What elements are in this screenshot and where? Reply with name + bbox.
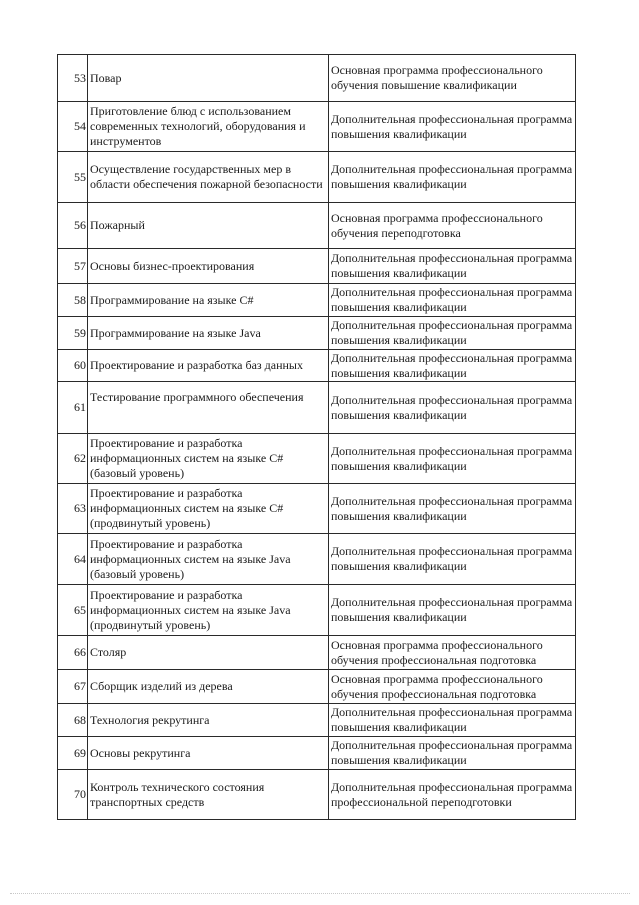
table-row: [58, 636, 576, 670]
row-number: 59: [58, 317, 88, 350]
program-name: Сборщик изделий из дерева: [88, 670, 329, 704]
program-type: Дополнительная профессиональная программа профессиональной переподготовки: [329, 770, 576, 820]
table-row: [58, 534, 576, 585]
program-type: Дополнительная профессиональная программа повышения квалификации: [329, 284, 576, 317]
table-row: [58, 152, 576, 203]
row-number: 70: [58, 770, 88, 820]
program-name: Программирование на языке С#: [88, 284, 329, 317]
program-name: Проектирование и разработка баз данных: [88, 350, 329, 382]
table-row: [58, 55, 576, 102]
program-type: Дополнительная профессиональная программа повышения квалификации: [329, 704, 576, 737]
row-number: 65: [58, 585, 88, 636]
program-type: Дополнительная профессиональная программа повышения квалификации: [329, 737, 576, 770]
table-row: [58, 317, 576, 350]
row-number: 67: [58, 670, 88, 704]
program-type: Основная программа профессионального обучения повышение квалификации: [329, 55, 576, 102]
table-row: [58, 249, 576, 284]
program-name: Приготовление блюд с использованием современных технологий, оборудования и инструментов: [88, 102, 329, 152]
program-name: Столяр: [88, 636, 329, 670]
row-number: 60: [58, 350, 88, 382]
row-number: 62: [58, 434, 88, 484]
row-number: 58: [58, 284, 88, 317]
table-row: [58, 704, 576, 737]
program-name: Повар: [88, 55, 329, 102]
row-number: 69: [58, 737, 88, 770]
program-name: Контроль технического состояния транспортных средств: [88, 770, 329, 820]
program-type: Основная программа профессионального обучения переподготовка: [329, 203, 576, 249]
row-number: 64: [58, 534, 88, 585]
table-row: [58, 770, 576, 820]
row-number: 53: [58, 55, 88, 102]
program-name: Основы бизнес-проектирования: [88, 249, 329, 284]
row-number: 61: [58, 382, 88, 434]
row-number: 66: [58, 636, 88, 670]
row-number: 63: [58, 484, 88, 534]
program-name: Проектирование и разработка информационных систем на языке Java (базовый уровень): [88, 534, 329, 585]
table-row: [58, 203, 576, 249]
table-row: [58, 284, 576, 317]
table-row: [58, 102, 576, 152]
program-type: Дополнительная профессиональная программа повышения квалификации: [329, 484, 576, 534]
row-number: 68: [58, 704, 88, 737]
table-row: [58, 484, 576, 534]
program-name: Тестирование программного обеспечения: [88, 382, 329, 434]
table-row: [58, 382, 576, 434]
program-type: Дополнительная профессиональная программа повышения квалификации: [329, 102, 576, 152]
program-name: Технология рекрутинга: [88, 704, 329, 737]
program-name: Проектирование и разработка информационных систем на языке Java (продвинутый уровень): [88, 585, 329, 636]
program-type: Дополнительная профессиональная программа повышения квалификации: [329, 317, 576, 350]
program-name: Проектирование и разработка информационных систем на языке С# (базовый уровень): [88, 434, 329, 484]
program-type: Дополнительная профессиональная программа повышения квалификации: [329, 249, 576, 284]
program-type: Дополнительная профессиональная программа повышения квалификации: [329, 382, 576, 434]
program-name: Основы рекрутинга: [88, 737, 329, 770]
program-type: Основная программа профессионального обучения профессиональная подготовка: [329, 636, 576, 670]
table-row: [58, 670, 576, 704]
row-number: 57: [58, 249, 88, 284]
row-number: 55: [58, 152, 88, 203]
program-type: Дополнительная профессиональная программа повышения квалификации: [329, 534, 576, 585]
program-type: Дополнительная профессиональная программа повышения квалификации: [329, 585, 576, 636]
program-name: Пожарный: [88, 203, 329, 249]
program-name: Программирование на языке Java: [88, 317, 329, 350]
table-row: [58, 350, 576, 382]
programs-table: [57, 54, 576, 820]
program-type: Основная программа профессионального обучения профессиональная подготовка: [329, 670, 576, 704]
table-row: [58, 434, 576, 484]
program-type: Дополнительная профессиональная программа повышения квалификации: [329, 350, 576, 382]
table-row: [58, 737, 576, 770]
program-name: Осуществление государственных мер в области обеспечения пожарной безопасности: [88, 152, 329, 203]
page-bottom-border: [10, 893, 630, 894]
program-type: Дополнительная профессиональная программа повышения квалификации: [329, 434, 576, 484]
row-number: 56: [58, 203, 88, 249]
program-name: Проектирование и разработка информационных систем на языке С# (продвинутый уровень): [88, 484, 329, 534]
program-type: Дополнительная профессиональная программа повышения квалификации: [329, 152, 576, 203]
row-number: 54: [58, 102, 88, 152]
table-row: [58, 585, 576, 636]
